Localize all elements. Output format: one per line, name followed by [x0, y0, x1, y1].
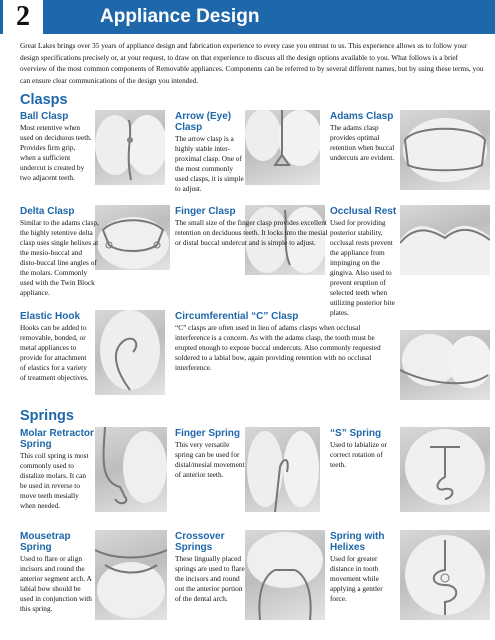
crossover-springs-text: These lingually placed springs are used to flare the incisors and round out the anterior portion of the dental arch. — [175, 554, 245, 603]
header-bar — [0, 0, 495, 34]
finger-clasp — [175, 206, 328, 248]
mousetrap-spring — [20, 531, 95, 614]
helix-spring — [330, 531, 400, 604]
occlusal-rest — [330, 206, 490, 318]
occlusal-rest-title: Occlusal Rest — [330, 206, 397, 217]
helix-spring-photo — [400, 530, 490, 620]
molar-retractor-spring — [20, 428, 95, 511]
arrow-clasp-photo — [245, 110, 320, 185]
finger-spring-title: Finger Spring — [175, 428, 240, 439]
occlusal-rest-text: Used for providing posterior stability, occlusal rests prevent the appliance from impinging on the gingiva. Also used to prevent eruption of selected teeth when utilizing posterior bite plates. — [330, 218, 395, 317]
adams-clasp-title: Adams Clasp — [330, 111, 394, 122]
c-clasp-photo — [400, 330, 490, 400]
elastic-hook-title: Elastic Hook — [20, 311, 81, 322]
adams-clasp — [330, 111, 400, 163]
crossover-springs-title: Crossover Springs — [175, 531, 225, 553]
molar-retractor-title: Molar Retractor Spring — [20, 428, 94, 450]
helix-spring-title: Spring with Helixes — [330, 531, 385, 553]
finger-spring-text: This very versatile spring can be used for distal/mesial movement of anterior teeth. — [175, 440, 245, 479]
delta-clasp-title: Delta Clasp — [20, 206, 75, 217]
c-clasp-title: Circumferential “C” Clasp — [175, 311, 299, 322]
ball-clasp-title: Ball Clasp — [20, 111, 69, 122]
s-spring-title: “S” Spring — [330, 428, 382, 439]
mousetrap-spring-text: Used to flare or align incisors and round the anterior segment arch. A labial bow should be used in conjunction with this spring. — [20, 554, 92, 613]
arrow-clasp-title: Arrow (Eye) Clasp — [175, 111, 232, 133]
finger-spring — [175, 428, 245, 480]
mousetrap-spring-photo — [95, 530, 167, 620]
molar-retractor-text: This coil spring is most commonly used to distalize molars. It can be used in reverse to move teeth mesially when needed. — [20, 451, 89, 510]
arrow-clasp — [175, 111, 245, 194]
ball-clasp — [20, 111, 92, 183]
elastic-hook-photo — [95, 310, 165, 395]
finger-spring-photo — [245, 427, 320, 512]
ball-clasp-text: Most retentive when used on deciduous teeth. Provides firm grip, when a sufficient undercut is created by two adjacent teeth. — [20, 123, 92, 182]
crossover-springs — [175, 531, 245, 604]
molar-retractor-photo — [95, 427, 167, 512]
helix-spring-text: Used for greater distance in tooth movement while applying a gentler force. — [330, 554, 383, 603]
mousetrap-spring-title: Mousetrap Spring — [20, 531, 71, 553]
elastic-hook-text: Hooks can be added to removable, bonded, or metal appliances to provide for attachment of elastics for a variety of treatment objectives. — [20, 323, 89, 382]
crossover-springs-photo — [245, 530, 325, 620]
s-spring — [330, 428, 400, 470]
s-spring-text: Used to labialize or correct rotation of teeth. — [330, 440, 387, 469]
finger-clasp-text: The small size of the finger clasp provides excellent retention on deciduous teeth. It locks into the mesial or distal buccal undercut and is simple to adjust. — [175, 218, 328, 247]
clasps-heading: Clasps — [20, 92, 68, 108]
elastic-hook — [20, 311, 92, 383]
adams-clasp-text: The adams clasp provides optimal retention when buccal undercuts are evident. — [330, 123, 395, 162]
c-clasp — [175, 311, 395, 373]
arrow-clasp-text: The arrow clasp is a highly stable inter-proximal clasp. One of the most commonly used clasps, it is simple to adjust. — [175, 134, 244, 193]
springs-heading: Springs — [20, 408, 74, 424]
intro-paragraph: Great Lakes brings over 35 years of appliance design and fabrication experience to every case you entrust to us. This experience allows us to follow your design specifications precisely or, at your request, to draw on that experience to discuss all the design options available to you. What follows is a brief overview of the most common components of Removable appliances. Components can be referred to by several different names, but by using these terms, you can ensure clear communications of the design you intended. — [20, 41, 484, 85]
adams-clasp-photo — [400, 110, 490, 190]
page-number: 2 — [3, 0, 43, 34]
ball-clasp-photo — [95, 110, 165, 185]
page-title: Appliance Design — [100, 6, 260, 27]
delta-clasp-text: Similar to the adams clasp, the highly retentive delta clasp uses single helixes at the mesio-buccal and disto-buccal line angles of the molars. Commonly used with the Twin Block appliance. — [20, 218, 99, 297]
finger-clasp-title: Finger Clasp — [175, 206, 236, 217]
c-clasp-text: “C” clasps are often used in lieu of adams clasps when occlusal interference is a concern. As with the adams clasp, the tooth must be erupted enough to expose buccal undercuts. Also commonly requested soldered to a labial bow, again providing retention with no occlusal interference. — [175, 323, 381, 372]
s-spring-photo — [400, 427, 490, 512]
